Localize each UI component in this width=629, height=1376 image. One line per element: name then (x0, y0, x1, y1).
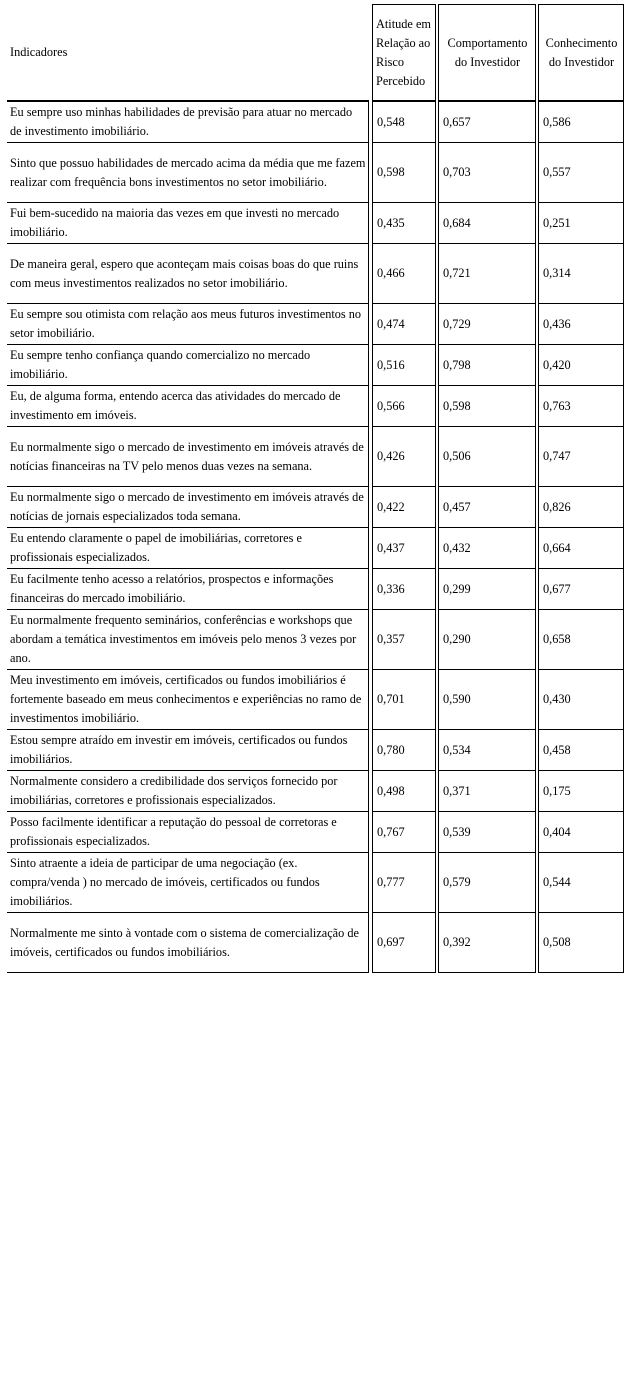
investor-behavior-value: 0,590 (438, 669, 536, 729)
investor-knowledge-value: 0,458 (538, 729, 624, 770)
investor-knowledge-value: 0,508 (538, 912, 624, 973)
indicators-table (7, 4, 624, 973)
investor-knowledge-value: 0,747 (538, 426, 624, 486)
risk-attitude-value: 0,466 (372, 243, 436, 303)
table-row (7, 101, 624, 142)
indicator-cell: Eu normalmente sigo o mercado de investimento em imóveis através de notícias financeiras na TV pelo menos duas vezes na semana. (7, 426, 369, 486)
table-row (7, 142, 624, 202)
investor-behavior-value: 0,657 (438, 101, 536, 142)
investor-behavior-value: 0,598 (438, 385, 536, 426)
investor-behavior-value: 0,290 (438, 609, 536, 669)
table-row (7, 527, 624, 568)
risk-attitude-value: 0,566 (372, 385, 436, 426)
investor-behavior-value: 0,371 (438, 770, 536, 811)
header-indicators: Indicadores (7, 4, 369, 101)
investor-behavior-value: 0,579 (438, 852, 536, 912)
investor-knowledge-value: 0,251 (538, 202, 624, 243)
risk-attitude-value: 0,357 (372, 609, 436, 669)
table-row (7, 669, 624, 729)
investor-behavior-value: 0,721 (438, 243, 536, 303)
investor-behavior-value: 0,506 (438, 426, 536, 486)
table-row (7, 385, 624, 426)
table-row (7, 912, 624, 973)
indicator-cell: Meu investimento em imóveis, certificados ou fundos imobiliários é fortemente baseado em meus conhecimentos e experiências no ramo de investimentos imobiliário. (7, 669, 369, 729)
indicator-cell: Eu normalmente sigo o mercado de investimento em imóveis através de notícias de jornais especializados toda semana. (7, 486, 369, 527)
indicator-cell: Eu facilmente tenho acesso a relatórios, prospectos e informações financeiras do mercado imobiliário. (7, 568, 369, 609)
investor-knowledge-value: 0,404 (538, 811, 624, 852)
investor-behavior-value: 0,457 (438, 486, 536, 527)
header-risk-attitude: Atitude em Relação ao Risco Percebido (372, 4, 436, 101)
investor-knowledge-value: 0,420 (538, 344, 624, 385)
table-row (7, 243, 624, 303)
table-row (7, 344, 624, 385)
investor-behavior-value: 0,729 (438, 303, 536, 344)
investor-knowledge-value: 0,436 (538, 303, 624, 344)
header-investor-knowledge: Conhecimento do Investidor (538, 4, 624, 101)
risk-attitude-value: 0,548 (372, 101, 436, 142)
investor-knowledge-value: 0,763 (538, 385, 624, 426)
indicator-cell: Fui bem-sucedido na maioria das vezes em que investi no mercado imobiliário. (7, 202, 369, 243)
table-row (7, 486, 624, 527)
investor-knowledge-value: 0,175 (538, 770, 624, 811)
indicator-cell: De maneira geral, espero que aconteçam mais coisas boas do que ruins com meus investimentos realizados no setor imobiliário. (7, 243, 369, 303)
table-row (7, 426, 624, 486)
indicator-cell: Eu entendo claramente o papel de imobiliárias, corretores e profissionais especializados. (7, 527, 369, 568)
table-row (7, 568, 624, 609)
investor-behavior-value: 0,703 (438, 142, 536, 202)
investor-behavior-value: 0,539 (438, 811, 536, 852)
table-row (7, 303, 624, 344)
indicator-cell: Eu sempre sou otimista com relação aos meus futuros investimentos no setor imobiliário. (7, 303, 369, 344)
investor-behavior-value: 0,392 (438, 912, 536, 973)
table-row (7, 770, 624, 811)
investor-behavior-value: 0,299 (438, 568, 536, 609)
risk-attitude-value: 0,435 (372, 202, 436, 243)
investor-knowledge-value: 0,677 (538, 568, 624, 609)
risk-attitude-value: 0,780 (372, 729, 436, 770)
indicator-cell: Sinto atraente a ideia de participar de uma negociação (ex. compra/venda ) no mercado de imóveis, certificados ou fundos imobiliários. (7, 852, 369, 912)
investor-knowledge-value: 0,826 (538, 486, 624, 527)
investor-knowledge-value: 0,430 (538, 669, 624, 729)
indicator-cell: Posso facilmente identificar a reputação do pessoal de corretoras e profissionais especializados. (7, 811, 369, 852)
investor-knowledge-value: 0,544 (538, 852, 624, 912)
risk-attitude-value: 0,422 (372, 486, 436, 527)
investor-behavior-value: 0,534 (438, 729, 536, 770)
indicator-cell: Normalmente me sinto à vontade com o sistema de comercialização de imóveis, certificados ou fundos imobiliários. (7, 912, 369, 973)
table-row (7, 202, 624, 243)
indicator-cell: Eu, de alguma forma, entendo acerca das atividades do mercado de investimento em imóveis. (7, 385, 369, 426)
indicator-cell: Eu sempre uso minhas habilidades de previsão para atuar no mercado de investimento imobiliário. (7, 101, 369, 142)
investor-knowledge-value: 0,314 (538, 243, 624, 303)
table-row (7, 811, 624, 852)
investor-behavior-value: 0,684 (438, 202, 536, 243)
indicator-cell: Normalmente considero a credibilidade dos serviços fornecido por imobiliárias, corretores e profissionais especializados. (7, 770, 369, 811)
risk-attitude-value: 0,767 (372, 811, 436, 852)
investor-behavior-value: 0,798 (438, 344, 536, 385)
risk-attitude-value: 0,516 (372, 344, 436, 385)
risk-attitude-value: 0,701 (372, 669, 436, 729)
indicator-cell: Eu normalmente frequento seminários, conferências e workshops que abordam a temática investimentos em imóveis pelo menos 3 vezes por ano. (7, 609, 369, 669)
header-row (7, 4, 624, 101)
header-investor-behavior: Comportamento do Investidor (438, 4, 536, 101)
risk-attitude-value: 0,336 (372, 568, 436, 609)
investor-knowledge-value: 0,664 (538, 527, 624, 568)
investor-behavior-value: 0,432 (438, 527, 536, 568)
risk-attitude-value: 0,498 (372, 770, 436, 811)
indicator-cell: Estou sempre atraído em investir em imóveis, certificados ou fundos imobiliários. (7, 729, 369, 770)
risk-attitude-value: 0,598 (372, 142, 436, 202)
indicator-cell: Sinto que possuo habilidades de mercado acima da média que me fazem realizar com frequência bons investimentos no setor imobiliário. (7, 142, 369, 202)
table-row (7, 609, 624, 669)
indicator-cell: Eu sempre tenho confiança quando comercializo no mercado imobiliário. (7, 344, 369, 385)
table-row (7, 729, 624, 770)
risk-attitude-value: 0,474 (372, 303, 436, 344)
investor-knowledge-value: 0,658 (538, 609, 624, 669)
risk-attitude-value: 0,426 (372, 426, 436, 486)
risk-attitude-value: 0,437 (372, 527, 436, 568)
investor-knowledge-value: 0,557 (538, 142, 624, 202)
table-body (7, 101, 624, 973)
risk-attitude-value: 0,777 (372, 852, 436, 912)
investor-knowledge-value: 0,586 (538, 101, 624, 142)
risk-attitude-value: 0,697 (372, 912, 436, 973)
table-row (7, 852, 624, 912)
